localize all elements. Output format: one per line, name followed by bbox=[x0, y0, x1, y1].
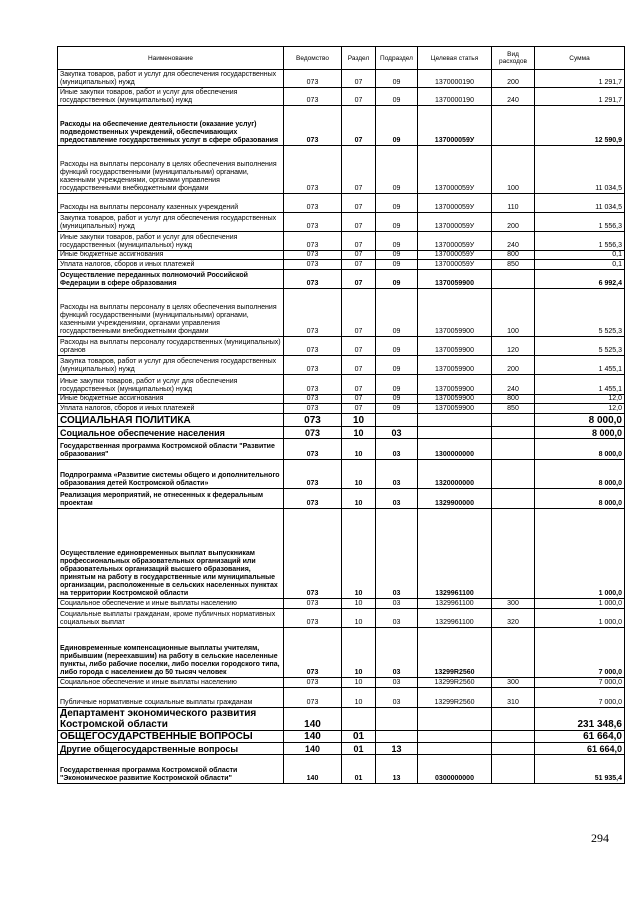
cell-name: ОБЩЕГОСУДАРСТВЕННЫЕ ВОПРОСЫ bbox=[58, 731, 284, 743]
cell-name: Расходы на выплаты персоналу государственных (муниципальных) органов bbox=[58, 337, 284, 356]
cell-expense-type bbox=[492, 489, 535, 509]
cell-name: Осуществление переданных полномочий Российской Федерации в сфере образования bbox=[58, 270, 284, 289]
table-row bbox=[58, 509, 625, 599]
cell-vedomstvo: 073 bbox=[284, 260, 342, 270]
cell-name: Социальные выплаты гражданам, кроме публичных нормативных социальных выплат bbox=[58, 609, 284, 628]
cell-name: Социальное обеспечение и иные выплаты населению bbox=[58, 599, 284, 609]
cell-podrazdel: 03 bbox=[376, 688, 418, 708]
cell-podrazdel: 03 bbox=[376, 678, 418, 688]
cell-vedomstvo: 073 bbox=[284, 251, 342, 260]
cell-sum: 5 525,3 bbox=[535, 337, 625, 356]
cell-vedomstvo: 073 bbox=[284, 232, 342, 251]
cell-expense-type: 100 bbox=[492, 146, 535, 194]
cell-name: Осуществление единовременных выплат выпускникам профессиональных образовательных организаций или образовательных организаций высшего образования, принятым на работу в государственные или муниципальные организации, расположенные в сельских населенных пунктах на территории Костромской области bbox=[58, 509, 284, 599]
cell-vedomstvo: 073 bbox=[284, 460, 342, 489]
cell-target-article: 13299R2560 bbox=[418, 678, 492, 688]
cell-target-article: 137000059У bbox=[418, 232, 492, 251]
header-sum: Сумма bbox=[535, 47, 625, 70]
cell-vedomstvo: 140 bbox=[284, 755, 342, 784]
cell-expense-type bbox=[492, 509, 535, 599]
cell-target-article: 0300000000 bbox=[418, 755, 492, 784]
cell-sum: 12 590,9 bbox=[535, 106, 625, 146]
cell-podrazdel: 03 bbox=[376, 439, 418, 460]
table-row bbox=[58, 743, 625, 755]
cell-target-article: 1300000000 bbox=[418, 439, 492, 460]
table-row bbox=[58, 599, 625, 609]
cell-podrazdel: 09 bbox=[376, 70, 418, 88]
cell-name: Расходы на выплаты персоналу в целях обеспечения выполнения функций государственными (муниципальными) органами, казенными учреждениями, органами управления государственными внебюджетными фондами bbox=[58, 146, 284, 194]
cell-target-article bbox=[418, 414, 492, 427]
cell-sum: 12,0 bbox=[535, 404, 625, 414]
cell-podrazdel: 03 bbox=[376, 460, 418, 489]
cell-expense-type: 100 bbox=[492, 289, 535, 337]
cell-name: Подпрограмма «Развитие системы общего и дополнительного образования детей Костромской области» bbox=[58, 460, 284, 489]
cell-sum: 1 291,7 bbox=[535, 70, 625, 88]
cell-target-article: 1370059900 bbox=[418, 289, 492, 337]
cell-sum: 0,1 bbox=[535, 260, 625, 270]
cell-vedomstvo: 073 bbox=[284, 678, 342, 688]
cell-podrazdel: 09 bbox=[376, 337, 418, 356]
cell-razdel: 10 bbox=[342, 678, 376, 688]
table-body bbox=[58, 70, 625, 784]
cell-target-article: 1370059900 bbox=[418, 404, 492, 414]
cell-target-article: 1370059900 bbox=[418, 356, 492, 375]
cell-podrazdel: 09 bbox=[376, 404, 418, 414]
table-row bbox=[58, 427, 625, 439]
cell-podrazdel: 03 bbox=[376, 489, 418, 509]
cell-vedomstvo: 073 bbox=[284, 489, 342, 509]
cell-sum: 11 034,5 bbox=[535, 194, 625, 213]
budget-table bbox=[57, 46, 625, 784]
table-row bbox=[58, 251, 625, 260]
cell-razdel: 07 bbox=[342, 395, 376, 404]
cell-sum: 1 556,3 bbox=[535, 232, 625, 251]
cell-vedomstvo: 073 bbox=[284, 599, 342, 609]
cell-razdel: 07 bbox=[342, 270, 376, 289]
cell-sum: 7 000,0 bbox=[535, 678, 625, 688]
cell-razdel: 10 bbox=[342, 688, 376, 708]
table-row bbox=[58, 213, 625, 232]
cell-vedomstvo: 140 bbox=[284, 708, 342, 731]
cell-razdel: 10 bbox=[342, 427, 376, 439]
cell-expense-type: 300 bbox=[492, 599, 535, 609]
cell-razdel: 07 bbox=[342, 356, 376, 375]
table-row bbox=[58, 628, 625, 678]
cell-razdel: 07 bbox=[342, 289, 376, 337]
cell-podrazdel: 09 bbox=[376, 146, 418, 194]
cell-podrazdel: 09 bbox=[376, 232, 418, 251]
cell-sum: 0,1 bbox=[535, 251, 625, 260]
cell-sum: 61 664,0 bbox=[535, 743, 625, 755]
table-row bbox=[58, 731, 625, 743]
header-target-article: Целевая статья bbox=[418, 47, 492, 70]
cell-expense-type: 200 bbox=[492, 356, 535, 375]
cell-name: Социальное обеспечение и иные выплаты населению bbox=[58, 678, 284, 688]
cell-sum: 1 455,1 bbox=[535, 356, 625, 375]
cell-razdel: 10 bbox=[342, 509, 376, 599]
header-name: Наименование bbox=[58, 47, 284, 70]
cell-target-article: 137000059У bbox=[418, 194, 492, 213]
cell-podrazdel: 13 bbox=[376, 755, 418, 784]
cell-target-article: 1370000190 bbox=[418, 70, 492, 88]
cell-target-article: 1329900000 bbox=[418, 489, 492, 509]
page-number: 294 bbox=[591, 831, 609, 845]
cell-target-article bbox=[418, 731, 492, 743]
cell-sum: 8 000,0 bbox=[535, 439, 625, 460]
cell-target-article: 13299R2560 bbox=[418, 688, 492, 708]
cell-target-article: 1320000000 bbox=[418, 460, 492, 489]
table-row bbox=[58, 146, 625, 194]
cell-expense-type: 200 bbox=[492, 213, 535, 232]
cell-sum: 1 000,0 bbox=[535, 609, 625, 628]
cell-sum: 8 000,0 bbox=[535, 460, 625, 489]
cell-podrazdel bbox=[376, 414, 418, 427]
cell-name: Иные бюджетные ассигнования bbox=[58, 251, 284, 260]
cell-podrazdel: 09 bbox=[376, 375, 418, 395]
cell-vedomstvo: 073 bbox=[284, 439, 342, 460]
cell-podrazdel: 03 bbox=[376, 609, 418, 628]
cell-razdel: 07 bbox=[342, 213, 376, 232]
cell-podrazdel bbox=[376, 731, 418, 743]
cell-expense-type bbox=[492, 270, 535, 289]
cell-expense-type: 110 bbox=[492, 194, 535, 213]
cell-vedomstvo: 073 bbox=[284, 688, 342, 708]
cell-name: Иные закупки товаров, работ и услуг для обеспечения государственных (муниципальных) нужд bbox=[58, 375, 284, 395]
cell-expense-type: 320 bbox=[492, 609, 535, 628]
header-expense-type: Вид расходов bbox=[492, 47, 535, 70]
cell-razdel: 07 bbox=[342, 404, 376, 414]
cell-razdel: 10 bbox=[342, 599, 376, 609]
cell-podrazdel: 09 bbox=[376, 88, 418, 106]
cell-razdel: 07 bbox=[342, 146, 376, 194]
cell-target-article bbox=[418, 743, 492, 755]
cell-sum: 1 000,0 bbox=[535, 599, 625, 609]
table-row bbox=[58, 439, 625, 460]
cell-vedomstvo: 073 bbox=[284, 356, 342, 375]
table-row bbox=[58, 755, 625, 784]
cell-expense-type: 240 bbox=[492, 232, 535, 251]
cell-vedomstvo: 073 bbox=[284, 509, 342, 599]
cell-podrazdel: 13 bbox=[376, 743, 418, 755]
cell-sum: 8 000,0 bbox=[535, 414, 625, 427]
table-row bbox=[58, 356, 625, 375]
cell-expense-type: 240 bbox=[492, 88, 535, 106]
cell-target-article: 137000059У bbox=[418, 251, 492, 260]
cell-vedomstvo: 073 bbox=[284, 337, 342, 356]
cell-expense-type bbox=[492, 414, 535, 427]
cell-sum: 6 992,4 bbox=[535, 270, 625, 289]
cell-expense-type: 800 bbox=[492, 251, 535, 260]
cell-expense-type bbox=[492, 460, 535, 489]
cell-name: Государственная программа Костромской области "Экономическое развитие Костромской области" bbox=[58, 755, 284, 784]
cell-vedomstvo: 073 bbox=[284, 88, 342, 106]
cell-name: Иные бюджетные ассигнования bbox=[58, 395, 284, 404]
cell-sum: 8 000,0 bbox=[535, 489, 625, 509]
cell-razdel: 10 bbox=[342, 460, 376, 489]
cell-target-article: 1370059900 bbox=[418, 337, 492, 356]
cell-razdel: 07 bbox=[342, 194, 376, 213]
cell-vedomstvo: 073 bbox=[284, 270, 342, 289]
cell-name: Социальное обеспечение населения bbox=[58, 427, 284, 439]
cell-razdel: 07 bbox=[342, 232, 376, 251]
table-row bbox=[58, 688, 625, 708]
cell-name: Уплата налогов, сборов и иных платежей bbox=[58, 404, 284, 414]
table-row bbox=[58, 460, 625, 489]
cell-vedomstvo: 140 bbox=[284, 743, 342, 755]
cell-sum: 1 455,1 bbox=[535, 375, 625, 395]
cell-target-article: 1370059900 bbox=[418, 395, 492, 404]
cell-sum: 12,0 bbox=[535, 395, 625, 404]
cell-name: Расходы на обеспечение деятельности (оказание услуг) подведомственных учреждений, обеспечивающих предоставление государственных услуг в сфере образования bbox=[58, 106, 284, 146]
table-row bbox=[58, 678, 625, 688]
cell-vedomstvo: 073 bbox=[284, 194, 342, 213]
table-row bbox=[58, 375, 625, 395]
cell-expense-type: 800 bbox=[492, 395, 535, 404]
cell-target-article: 1370059900 bbox=[418, 270, 492, 289]
cell-target-article: 1370059900 bbox=[418, 375, 492, 395]
table-row bbox=[58, 404, 625, 414]
cell-vedomstvo: 073 bbox=[284, 146, 342, 194]
cell-podrazdel: 09 bbox=[376, 251, 418, 260]
cell-expense-type bbox=[492, 708, 535, 731]
table-row bbox=[58, 289, 625, 337]
table-row bbox=[58, 260, 625, 270]
cell-target-article: 1370000190 bbox=[418, 88, 492, 106]
cell-vedomstvo: 073 bbox=[284, 106, 342, 146]
cell-expense-type bbox=[492, 743, 535, 755]
cell-expense-type: 850 bbox=[492, 404, 535, 414]
cell-expense-type: 240 bbox=[492, 375, 535, 395]
cell-target-article: 137000059У bbox=[418, 213, 492, 232]
cell-sum: 1 556,3 bbox=[535, 213, 625, 232]
header-podrazdel: Подраздел bbox=[376, 47, 418, 70]
cell-sum: 7 000,0 bbox=[535, 628, 625, 678]
cell-podrazdel: 03 bbox=[376, 509, 418, 599]
cell-podrazdel: 09 bbox=[376, 213, 418, 232]
cell-target-article: 1329961100 bbox=[418, 609, 492, 628]
cell-expense-type bbox=[492, 439, 535, 460]
header-razdel: Раздел bbox=[342, 47, 376, 70]
cell-expense-type: 310 bbox=[492, 688, 535, 708]
cell-podrazdel: 03 bbox=[376, 427, 418, 439]
cell-vedomstvo: 073 bbox=[284, 628, 342, 678]
cell-razdel: 07 bbox=[342, 70, 376, 88]
cell-vedomstvo: 073 bbox=[284, 609, 342, 628]
cell-vedomstvo: 073 bbox=[284, 213, 342, 232]
cell-name: Закупка товаров, работ и услуг для обеспечения государственных (муниципальных) нужд bbox=[58, 356, 284, 375]
cell-razdel: 07 bbox=[342, 375, 376, 395]
table-row bbox=[58, 337, 625, 356]
cell-vedomstvo: 073 bbox=[284, 289, 342, 337]
cell-expense-type bbox=[492, 731, 535, 743]
cell-name: Единовременные компенсационные выплаты учителям, прибывшим (переехавшим) на работу в сельские населенные пункты, либо рабочие поселки, либо поселки городского типа, либо города с населением до 50 тысяч человек bbox=[58, 628, 284, 678]
cell-razdel: 01 bbox=[342, 755, 376, 784]
cell-podrazdel bbox=[376, 708, 418, 731]
cell-target-article bbox=[418, 427, 492, 439]
cell-razdel: 10 bbox=[342, 489, 376, 509]
table-row bbox=[58, 232, 625, 251]
cell-name: Департамент экономического развития Костромской области bbox=[58, 708, 284, 731]
cell-razdel: 10 bbox=[342, 628, 376, 678]
cell-vedomstvo: 140 bbox=[284, 731, 342, 743]
table-header-row bbox=[58, 47, 625, 70]
table-row bbox=[58, 70, 625, 88]
cell-sum: 1 000,0 bbox=[535, 509, 625, 599]
cell-sum: 231 348,6 bbox=[535, 708, 625, 731]
cell-razdel: 01 bbox=[342, 743, 376, 755]
cell-name: Иные закупки товаров, работ и услуг для обеспечения государственных (муниципальных) нужд bbox=[58, 232, 284, 251]
cell-name: Уплата налогов, сборов и иных платежей bbox=[58, 260, 284, 270]
cell-podrazdel: 09 bbox=[376, 289, 418, 337]
cell-name: Закупка товаров, работ и услуг для обеспечения государственных (муниципальных) нужд bbox=[58, 213, 284, 232]
cell-razdel: 10 bbox=[342, 609, 376, 628]
cell-razdel: 07 bbox=[342, 251, 376, 260]
cell-name: Другие общегосударственные вопросы bbox=[58, 743, 284, 755]
cell-name: СОЦИАЛЬНАЯ ПОЛИТИКА bbox=[58, 414, 284, 427]
cell-razdel: 07 bbox=[342, 88, 376, 106]
cell-podrazdel: 03 bbox=[376, 599, 418, 609]
cell-razdel: 10 bbox=[342, 439, 376, 460]
cell-vedomstvo: 073 bbox=[284, 404, 342, 414]
cell-target-article: 137000059У bbox=[418, 260, 492, 270]
cell-razdel: 07 bbox=[342, 106, 376, 146]
cell-razdel bbox=[342, 708, 376, 731]
cell-podrazdel: 03 bbox=[376, 628, 418, 678]
cell-target-article: 1329961100 bbox=[418, 599, 492, 609]
cell-sum: 51 935,4 bbox=[535, 755, 625, 784]
cell-vedomstvo: 073 bbox=[284, 427, 342, 439]
cell-sum: 11 034,5 bbox=[535, 146, 625, 194]
cell-expense-type bbox=[492, 628, 535, 678]
cell-razdel: 01 bbox=[342, 731, 376, 743]
cell-target-article: 1329961100 bbox=[418, 509, 492, 599]
table-row bbox=[58, 708, 625, 731]
cell-target-article: 137000059У bbox=[418, 106, 492, 146]
cell-podrazdel: 09 bbox=[376, 194, 418, 213]
cell-podrazdel: 09 bbox=[376, 106, 418, 146]
cell-expense-type: 850 bbox=[492, 260, 535, 270]
cell-podrazdel: 09 bbox=[376, 270, 418, 289]
cell-podrazdel: 09 bbox=[376, 395, 418, 404]
cell-sum: 8 000,0 bbox=[535, 427, 625, 439]
table-row bbox=[58, 88, 625, 106]
table-row bbox=[58, 270, 625, 289]
table-row bbox=[58, 414, 625, 427]
cell-expense-type bbox=[492, 427, 535, 439]
cell-name: Расходы на выплаты персоналу в целях обеспечения выполнения функций государственными (муниципальными) органами, казенными учреждениями, органами управления государственными внебюджетными фондами bbox=[58, 289, 284, 337]
cell-target-article: 13299R2560 bbox=[418, 628, 492, 678]
cell-name: Расходы на выплаты персоналу казенных учреждений bbox=[58, 194, 284, 213]
table-row bbox=[58, 395, 625, 404]
cell-razdel: 10 bbox=[342, 414, 376, 427]
cell-podrazdel: 09 bbox=[376, 260, 418, 270]
cell-name: Закупка товаров, работ и услуг для обеспечения государственных (муниципальных) нужд bbox=[58, 70, 284, 88]
cell-podrazdel: 09 bbox=[376, 356, 418, 375]
table-row bbox=[58, 194, 625, 213]
cell-sum: 61 664,0 bbox=[535, 731, 625, 743]
cell-vedomstvo: 073 bbox=[284, 375, 342, 395]
table-row bbox=[58, 489, 625, 509]
cell-name: Реализация мероприятий, не отнесенных к федеральным проектам bbox=[58, 489, 284, 509]
cell-vedomstvo: 073 bbox=[284, 70, 342, 88]
cell-target-article bbox=[418, 708, 492, 731]
cell-expense-type bbox=[492, 755, 535, 784]
cell-sum: 7 000,0 bbox=[535, 688, 625, 708]
cell-name: Иные закупки товаров, работ и услуг для обеспечения государственных (муниципальных) нужд bbox=[58, 88, 284, 106]
table-row bbox=[58, 609, 625, 628]
cell-razdel: 07 bbox=[342, 337, 376, 356]
cell-name: Публичные нормативные социальные выплаты гражданам bbox=[58, 688, 284, 708]
cell-expense-type: 200 bbox=[492, 70, 535, 88]
header-vedomstvo: Ведомство bbox=[284, 47, 342, 70]
cell-expense-type bbox=[492, 106, 535, 146]
cell-sum: 5 525,3 bbox=[535, 289, 625, 337]
cell-target-article: 137000059У bbox=[418, 146, 492, 194]
cell-expense-type: 120 bbox=[492, 337, 535, 356]
cell-vedomstvo: 073 bbox=[284, 395, 342, 404]
cell-sum: 1 291,7 bbox=[535, 88, 625, 106]
cell-vedomstvo: 073 bbox=[284, 414, 342, 427]
cell-expense-type: 300 bbox=[492, 678, 535, 688]
cell-name: Государственная программа Костромской области "Развитие образования" bbox=[58, 439, 284, 460]
cell-razdel: 07 bbox=[342, 260, 376, 270]
table-row bbox=[58, 106, 625, 146]
